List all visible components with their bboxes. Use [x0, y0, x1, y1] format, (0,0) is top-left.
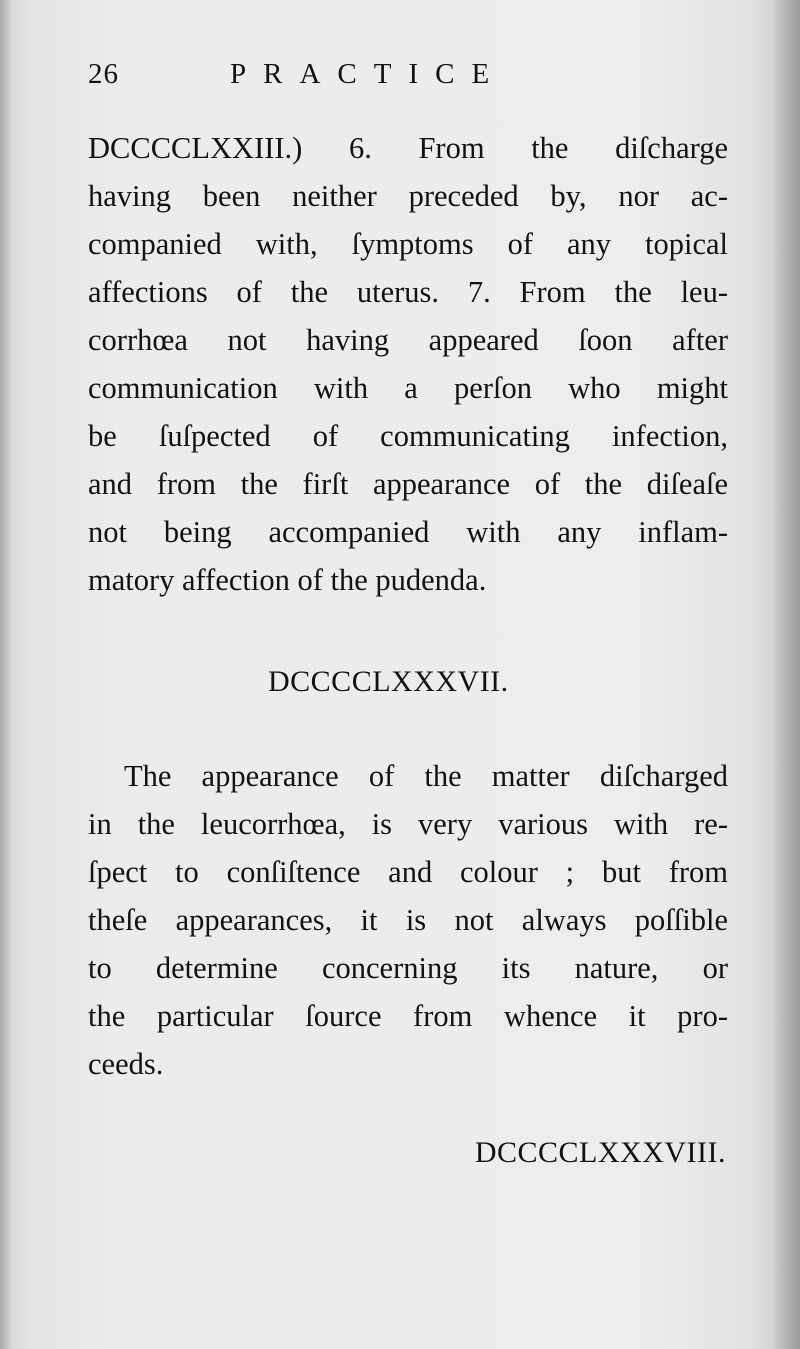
text-line: not being accompanied with any inflam-	[88, 515, 728, 549]
text-line: in the leucorrhœa, is very various with re-	[88, 807, 728, 841]
text-line: affections of the uterus. 7. From the leu-	[88, 275, 728, 309]
page-header	[88, 58, 728, 98]
section-heading: DCCCCLXXXVII.	[268, 665, 509, 698]
paragraph	[88, 752, 728, 1088]
text-line: to determine concerning its nature, or	[88, 951, 728, 985]
text-line: communication with a perſon who might	[88, 371, 728, 405]
text-line: matory affection of the pudenda.	[88, 563, 487, 597]
gutter-shadow	[0, 0, 12, 1349]
text-line: the particular ſource from whence it pro-	[88, 999, 728, 1033]
section-heading: DCCCCLXXXVIII.	[474, 1136, 726, 1169]
page-number: 26	[88, 58, 119, 90]
text-line: and from the firſt appearance of the diſeaſe	[88, 467, 728, 501]
running-head: PRACTICE	[230, 58, 507, 90]
text-line: having been neither preceded by, nor ac-	[88, 179, 728, 213]
text-line: theſe appearances, it is not always poſſible	[88, 903, 728, 937]
text-line: The appearance of the matter diſcharged	[124, 759, 728, 793]
paragraph-continuation	[88, 124, 728, 604]
text-line: ſpect to conſiſtence and colour ; but from	[88, 855, 728, 889]
text-line: be ſuſpected of communicating infection,	[88, 419, 728, 453]
text-line: DCCCCLXXIII.) 6. From the diſcharge	[88, 131, 728, 165]
text-line: ceeds.	[88, 1047, 164, 1081]
text-line: corrhœa not having appeared ſoon after	[88, 323, 728, 357]
text-line: companied with, ſymptoms of any topical	[88, 227, 728, 261]
page-edge-shadow	[772, 0, 800, 1349]
